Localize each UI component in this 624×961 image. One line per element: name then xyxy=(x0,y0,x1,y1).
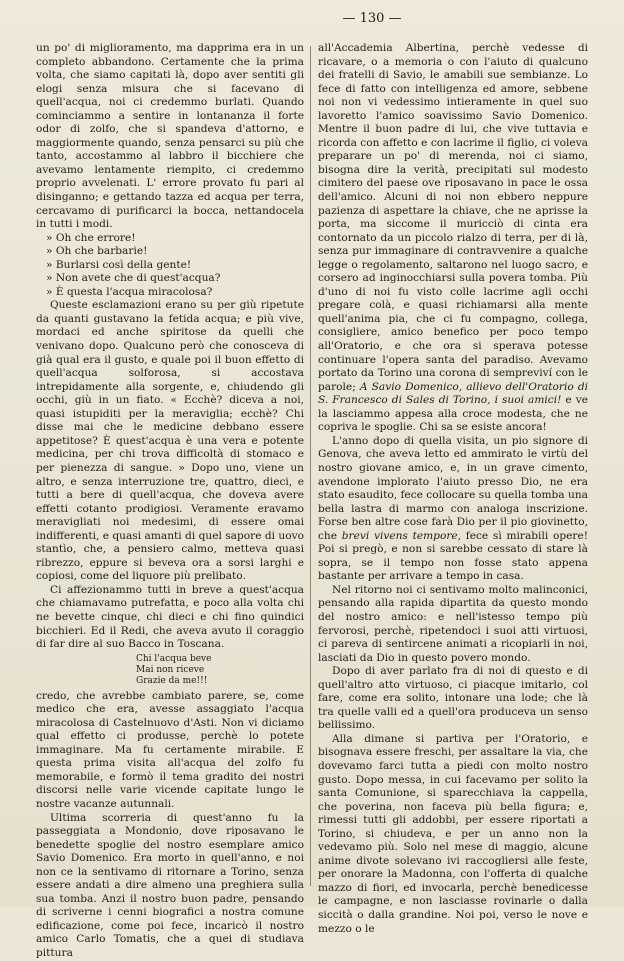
text-run: L'anno dopo di quella visita, un pio signore di Genova, che aveva letto ed ammirato le virtù del nostro giovane amico, e, in un grave cimento, avendone implorato l'aiuto presso Dio, ne era stato esaudito, fece collocare su quella tomba una bella lastra di marmo con analoga inscrizione. Forse ben altre cose farà Dio per il pio giovinetto, che xyxy=(318,434,588,542)
paragraph: Queste esclamazioni erano su per giù ripetute da quanti gustavano la fetida acqua; e più vive, mordaci ed anche spiritose da quelli che venivano dopo. Qualcuno però che conosceva di già qual era il gusto, e quale poi il buon effetto di quell'acqua solforosa, si accostava intrepidamente alla sorgente, e, chiudendo gli occhi, giù in un fiato. « Ecchè? diceva a noi, quasi istupiditi per la meraviglia; ecchè? Chi disse mai che le medicine debbano essere appetitose? È quest'acqua è una vera e potente medicina, per chi trova difficoltà di stomaco e per pienezza di sangue. » Dopo uno, viene un altro, e senza interruzione tre, quattro, dieci, e tutti a bere di quell'acqua, che doveva avere effetti cotanto prodigiosi. Veramente eravamo meravigliati noi medesimi, di essere omai indifferenti, e quasi amanti di quel sapore di uovo stantìo, che, a pensiero calmo, metteva quasi ribrezzo, eppure si beveva ora a sorsi larghi e copiosi, come del liquore più prelibato. xyxy=(36,299,304,583)
paragraph xyxy=(318,42,588,435)
verse-line: Grazie da me!!! xyxy=(136,675,208,686)
right-column xyxy=(318,42,588,935)
paragraph: Nel ritorno noi ci sentivamo molto malinconici, pensando alla rapida dipartita da questo mondo del nostro amico: e nell'istesso tempo più fervorosi, perchè, ripetendoci i suoi atti virtuosi, ci pareva di sentircene animati a ricopiarli in noi, lasciati da Dio in questo povero mondo. xyxy=(318,583,588,664)
column-divider xyxy=(310,46,311,886)
exclamation-line: » Oh che barbarie! xyxy=(46,245,148,258)
text-run: e ve la lasciammo appesa alla croce modesta, che ne copriva le spoglie. Chi sa se esiste ancora! xyxy=(318,394,588,434)
paragraph: Ci affezionammo tutti in breve a quest'acqua che chiamavamo putrefatta, e poco alla volta chi ne bevette cinque, chi dieci e chi fino quindici bicchieri. Ed il Redi, che aveva avuto il coraggio di far dire al suo Bacco in Toscana. xyxy=(36,583,304,651)
paragraph xyxy=(318,435,588,584)
exclamation-line: » Oh che errore! xyxy=(46,231,136,244)
verse-line: Chi l'acqua beve xyxy=(136,653,212,664)
latin-phrase: brevi vivens tempore, xyxy=(341,529,462,542)
paragraph: Dopo di aver parlato fra di noi di questo e di quell'altro atto virtuoso, ci piacque imitarlo, col fare, come era solito, intonare una lode; che là tra quelle valli ed a quell'ora produceva un senso bellissimo. xyxy=(318,665,588,732)
wreath-inscription: A Savio Domenico, allievo dell'Oratorio di S. Francesco di Sales di Torino, i suoi amici! xyxy=(318,380,588,407)
paragraph: Ultima scorreria di quest'anno fu la passeggiata a Mondonio, dove riposavano le benedette spoglie del nostro esemplare amico Savio Domenico. Era morto in quell'anno, e noi non ce la sentivamo di ritornare a Torino, senza essere andati a dire almeno una preghiera sulla sua tomba. Anzi il nostro buon padre, pensando di scriverne i cenni biografici a nostra comune edificazione, come poi fece, incaricò il nostro amico Carlo Tomatis, che a quei di studiava pittura xyxy=(36,811,304,959)
text-run: fece sì mirabili opere! Poi si pregò, e non si sarebbe cessato di stare là sopra, se il tempo non fosse stato appena bastante per arrivare a tempo in casa. xyxy=(318,529,588,583)
verse-line: Mai non riceve xyxy=(136,664,205,675)
exclamation-line: » Burlarsi così della gente! xyxy=(46,258,192,271)
exclamation-line: » È questa l'acqua miracolosa? xyxy=(46,285,213,298)
page-number: — 130 — xyxy=(342,11,402,26)
text-run: all'Accademia Albertina, perchè vedesse di ricavare, o a memoria o con l'aiuto di qualcuno dei fratelli di Savio, le amabili sue sembianze. Lo fece di fatto con intelligenza ed amore, sebbene noi non vi vedessimo intieramente in quel suo lavoretto l'amico soavissimo Savio Domenico. Mentre il buon padre di lui, che vive tuttavia e ricorda con affetto e con lacrime il figlio, ci voleva preparare un po' di merenda, noi ci siamo, bisogna dire la verità, precipitati sul modesto cimitero del paese ove riposavano in pace le ossa dell'amico. Alcuni di noi non ebbero neppure pazienza di aspettare la chiave, che ne aprisse la porta, ma siccome il muricciò di cinta era contornato da un piccolo rialzo di terra, per di là, senza pur immaginare di contravvenire a qualche legge o regolamento, saltarono nel luogo sacro, e corsero ad inginocchiarsi sulla povera tomba. Più d'uno di noi fu visto colle lacrime agli occhi pregare colà, e quasi richiamarsi alla mente quell'anima pia, che ci fu compagno, collega, consigliere, amico benefico per poco tempo all'Oratorio, e che ora si sperava potesse continuare l'opera santa del paradiso. Avevamo portato da Torino una corona di sempreviví con le parole; xyxy=(318,42,588,393)
exclamation-line: » Non avete che di quest'acqua? xyxy=(46,272,221,285)
left-column xyxy=(36,42,304,959)
paragraph: un po' di miglioramento, ma dapprima era in un completo abbandono. Certamente che la prima volta, che siamo capitati là, dopo aver sentiti gli elogi senza misura che si facevano di quell'acqua, noi ci credemmo burlati. Quando cominciammo a sentire in lontananza il forte odor di zolfo, che si spandeva d'attorno, e maggiormente quando, senza pensarci su più che tanto, accostammo al labbro il bicchiere che avevamo lentamente riempito, ci credemmo proprio avvelenati. L' errore provato fu pari al disinganno; e gettando tazza ed acqua per terra, cercavamo di purificarci la bocca, nettandocela in tutti i modi. xyxy=(36,42,304,231)
verse-quote xyxy=(136,654,304,687)
paragraph: Alla dimane si partiva per l'Oratorio, e bisognava essere freschi, per assaltare la via, che dovevamo farci tutta a piedi con molto nostro gusto. Dopo messa, in cui facevamo per solito la santa Comunione, si sparecchiava la cappella, che poverina, non faceva più bella figura; e, rimessi tutti gli addobbi, per essere riportati a Torino, si chiudeva, e per un anno non la vedevamo più. Solo nel mese di maggio, alcune anime divote solevano ivi raccogliersi alle feste, per onorare la Madonna, con l'offerta di qualche mazzo di fiori, ed invocarla, perchè benedicesse le campagne, e non lasciasse rovinarle o dalla siccità o dalla grandine. Noi poi, verso le nove e mezzo o le xyxy=(318,732,588,935)
paragraph: credo, che avrebbe cambiato parere, se, come medico che era, avesse assaggiato l'acqua miracolosa di Castelnuovo d'Asti. Non vi diciamo qual effetto ci produsse, perchè lo potete immaginare. Ma fu certamente mirabile. E questa prima visita all'acqua del zolfo fu memorabile, e formò il tema gradito dei nostri discorsi nelle varie vicende capitate lungo le nostre vacanze autunnali. xyxy=(36,689,304,810)
